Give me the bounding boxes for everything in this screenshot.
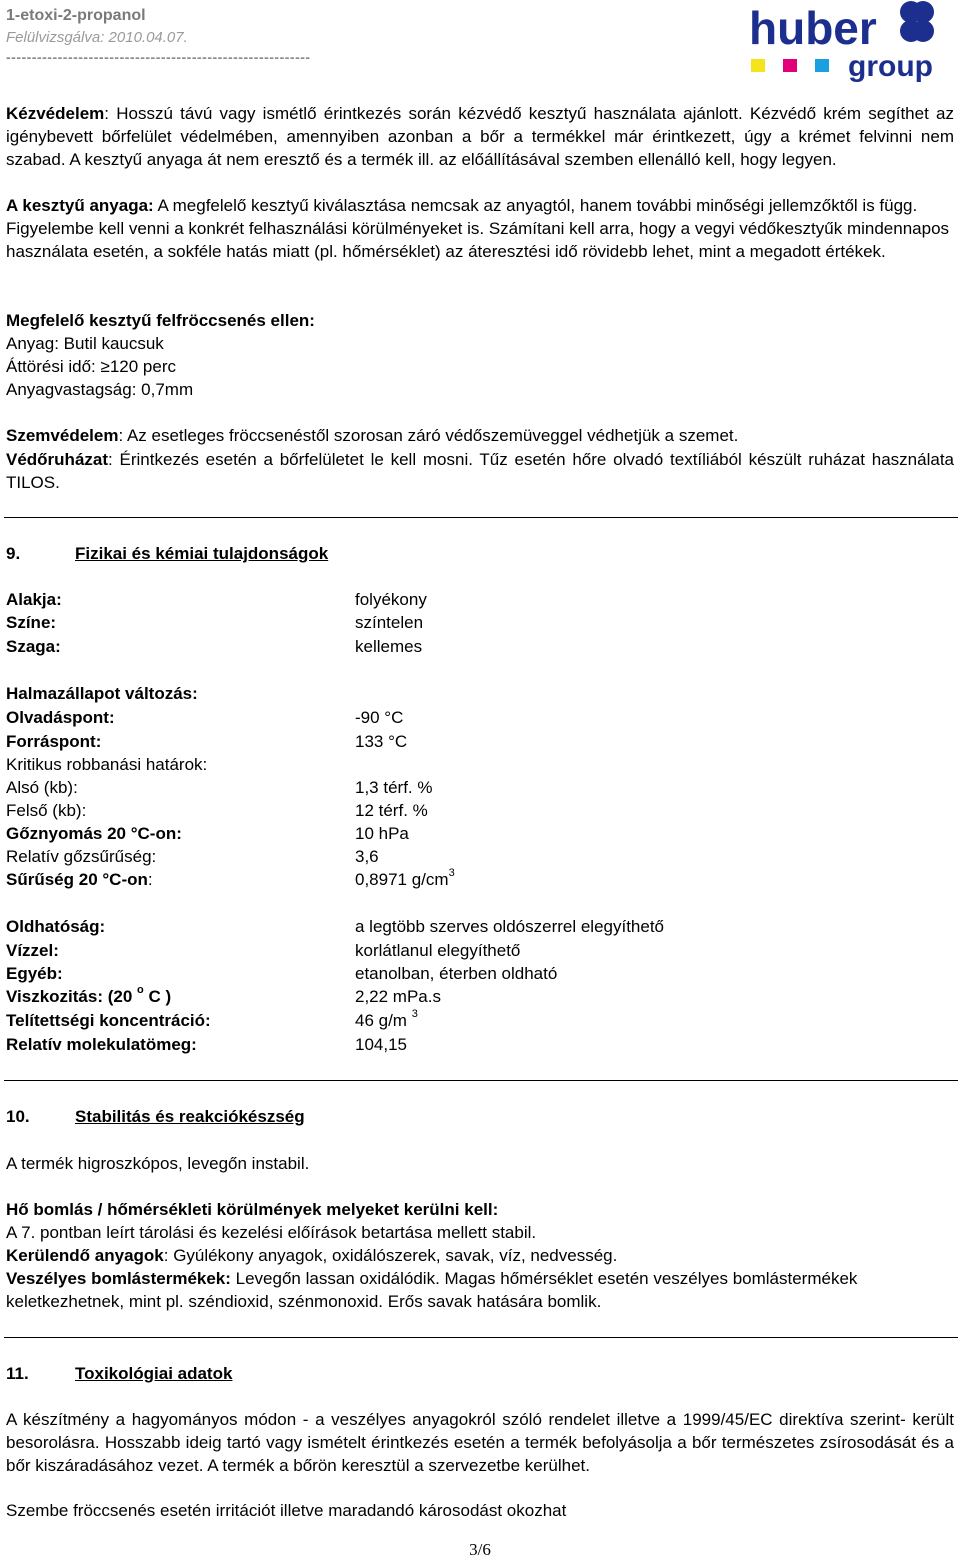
section-divider bbox=[4, 1337, 958, 1338]
property-label: Gőznyomás 20 °C-on: bbox=[6, 824, 182, 843]
glove-material-paragraph: A kesztyű anyaga: A megfelelő kesztyű kiválasztása nemcsak az anyagtól, hanem további minőségi jellemzőktől is függ. Figyelembe kell venni a konkrét felhasználási körülményeket is. Számítani kell arra, hogy a vegyi védőkesztyűk mindennapos használata esetén, a sokféle hatás miatt (pl. hőmérséklet) az áteresztési idő rövidebb lehet, mint a megadott értékek. bbox=[6, 196, 950, 261]
property-label: Alakja: bbox=[6, 590, 62, 609]
property-row bbox=[6, 868, 954, 891]
section-divider bbox=[4, 517, 958, 518]
property-value: 1,3 térf. % bbox=[355, 778, 433, 797]
section-11-title: Toxikológiai adatok bbox=[75, 1364, 233, 1383]
property-value: 2,22 mPa.s bbox=[355, 987, 441, 1006]
property-label: Szaga: bbox=[6, 637, 61, 656]
property-row bbox=[6, 706, 954, 729]
property-row bbox=[6, 822, 954, 845]
eye-protection-line: Szemvédelem: Az esetleges fröccsenéstől szorosan záró védőszemüveggel védhetjük a szemet. bbox=[6, 426, 739, 445]
property-value: 10 hPa bbox=[355, 824, 409, 843]
property-label: Vízzel: bbox=[6, 941, 59, 960]
property-label: Felső (kb): bbox=[6, 801, 87, 820]
logo-huber-text: huber bbox=[749, 2, 877, 54]
section-10-title: Stabilitás és reakciókészség bbox=[75, 1107, 305, 1126]
property-row bbox=[6, 776, 954, 799]
materials-to-avoid-label: Kerülendő anyagok bbox=[6, 1246, 164, 1265]
property-label: Forráspont: bbox=[6, 732, 102, 751]
property-row bbox=[6, 939, 954, 962]
glove-material-line: Anyag: Butil kaucsuk bbox=[6, 334, 164, 353]
page-number: 3/6 bbox=[469, 1540, 491, 1559]
hand-protection-label: Kézvédelem bbox=[6, 104, 105, 123]
property-label: Kritikus robbanási határok: bbox=[6, 755, 208, 774]
body-protection-paragraph: Védőruházat: Érintkezés esetén a bőrfelületet le kell mosni. Tűz esetén hőre olvadó textíliából készült ruházat használata TILOS. bbox=[6, 450, 954, 492]
property-label: Egyéb: bbox=[6, 964, 63, 983]
property-row bbox=[6, 799, 954, 822]
property-value: 3,6 bbox=[355, 847, 379, 866]
section-11-number: 11. bbox=[6, 1364, 29, 1383]
eye-protection-label: Szemvédelem bbox=[6, 426, 119, 445]
section-9-number: 9. bbox=[6, 544, 21, 563]
property-label: Telítettségi koncentráció: bbox=[6, 1011, 211, 1030]
property-row bbox=[6, 753, 954, 776]
property-row bbox=[6, 635, 954, 658]
splash-glove-heading: Megfelelő kesztyű felfröccsenés ellen: bbox=[6, 311, 315, 330]
property-row bbox=[6, 845, 954, 868]
property-value: 46 g/m $^3$ bbox=[355, 1008, 418, 1030]
property-value: a legtöbb szerves oldószerrel elegyíthető bbox=[355, 917, 665, 936]
property-label: Viszkozitás: (20 $^o$ C ) bbox=[6, 984, 172, 1006]
revision-date: Felülvizsgálva: 2010.04.07. bbox=[6, 29, 188, 46]
property-row bbox=[6, 1009, 954, 1032]
hazardous-decomposition-label: Veszélyes bomlástermékek: bbox=[6, 1269, 231, 1288]
section-9-title: Fizikai és kémiai tulajdonságok bbox=[75, 544, 329, 563]
header-separator: ----------------------------------------------------------- bbox=[6, 49, 311, 65]
property-value: kellemes bbox=[355, 637, 423, 656]
section-10-number: 10. bbox=[6, 1107, 30, 1126]
heat-conditions-text: A 7. pontban leírt tárolási és kezelési előírások betartása mellett stabil. bbox=[6, 1223, 537, 1242]
property-row bbox=[6, 915, 954, 938]
document-title: 1-etoxi-2-propanol bbox=[6, 7, 146, 24]
eye-splash-effect: Szembe fröccsenés esetén irritációt illetve maradandó károsodást okozhat bbox=[6, 1501, 567, 1520]
property-value: színtelen bbox=[355, 613, 424, 632]
hazardous-decomposition: Veszélyes bomlástermékek: Levegőn lassan oxidálódik. Magas hőmérséklet esetén veszélyes bomlástermékek keletkezhetnek, mint pl. széndioxid, szénmonoxid. Erős savak hatására bomlik. bbox=[6, 1269, 858, 1311]
hand-protection-paragraph: Kézvédelem: Hosszú távú vagy ismétlő érintkezés során kézvédő kesztyű használata ajánlott. Kézvédő krém segíthet az igénybevett bőrfelület védelmében, amennyiben azonban a bőr a termékkel már érintkezett, úgy a krémet felvinni nem szabad. A kesztyű anyaga át nem eresztő és a termék ill. az előállításával szemben ellenálló kell, hogy legyen. bbox=[6, 104, 954, 169]
huber-group-logo bbox=[749, 0, 934, 82]
clover-icon bbox=[900, 1, 934, 42]
breakthrough-time-line: Áttörési idő: ≥120 perc bbox=[6, 357, 176, 376]
property-label: Oldhatóság: bbox=[6, 917, 106, 936]
property-label: Sűrűség 20 °C-on: bbox=[6, 870, 153, 889]
logo-group-text: group bbox=[848, 50, 933, 82]
property-label: Relatív gőzsűrűség: bbox=[6, 847, 157, 866]
property-row bbox=[6, 1033, 954, 1056]
logo-square-cyan bbox=[815, 59, 829, 72]
property-value: etanolban, éterben oldható bbox=[355, 964, 558, 983]
property-value: korlátlanul elegyíthető bbox=[355, 941, 521, 960]
property-label: Olvadáspont: bbox=[6, 708, 115, 727]
property-label: Relatív molekulatömeg: bbox=[6, 1035, 197, 1054]
property-label: Alsó (kb): bbox=[6, 778, 78, 797]
heat-conditions-heading: Hő bomlás / hőmérsékleti körülmények melyeket kerülni kell: bbox=[6, 1200, 499, 1219]
property-label: Színe: bbox=[6, 613, 57, 632]
logo-square-magenta bbox=[783, 59, 797, 72]
glove-material-label: A kesztyű anyaga: bbox=[6, 196, 154, 215]
property-label: Halmazállapot változás: bbox=[6, 684, 198, 703]
materials-to-avoid: Kerülendő anyagok: Gyúlékony anyagok, oxidálószerek, savak, víz, nedvesség. bbox=[6, 1246, 618, 1265]
property-row bbox=[6, 985, 954, 1008]
property-value: 12 térf. % bbox=[355, 801, 428, 820]
splash-glove-block bbox=[6, 309, 954, 401]
logo-square-yellow bbox=[751, 59, 765, 72]
material-thickness-line: Anyagvastagság: 0,7mm bbox=[6, 380, 194, 399]
stability-intro: A termék higroszkópos, levegőn instabil. bbox=[6, 1154, 310, 1173]
property-row bbox=[6, 730, 954, 753]
property-value: 0,8971 $g/cm^3$ bbox=[355, 867, 455, 889]
property-row bbox=[6, 962, 954, 985]
property-value: 133 °C bbox=[355, 732, 408, 751]
property-row bbox=[6, 611, 954, 634]
property-value: -90 °C bbox=[355, 708, 404, 727]
toxicology-paragraph: A készítmény a hagyományos módon - a veszélyes anyagokról szóló rendelet illetve a 1999/45/EC direktíva szerint- került besorolásra. Hosszabb ideig tartó vagy ismételt érintkezés esetén a termék befolyásolja a bőr természetes zsírosodását és a bőr kiszáradásához vezet. A termék a bőrön keresztül a szervezetbe kerülhet. bbox=[6, 1410, 954, 1475]
property-row bbox=[6, 588, 954, 611]
body-protection-label: Védőruházat bbox=[6, 450, 109, 469]
property-row bbox=[6, 682, 954, 705]
section-divider bbox=[4, 1080, 958, 1081]
property-value: folyékony bbox=[355, 590, 427, 609]
property-value: 104,15 bbox=[355, 1035, 407, 1054]
